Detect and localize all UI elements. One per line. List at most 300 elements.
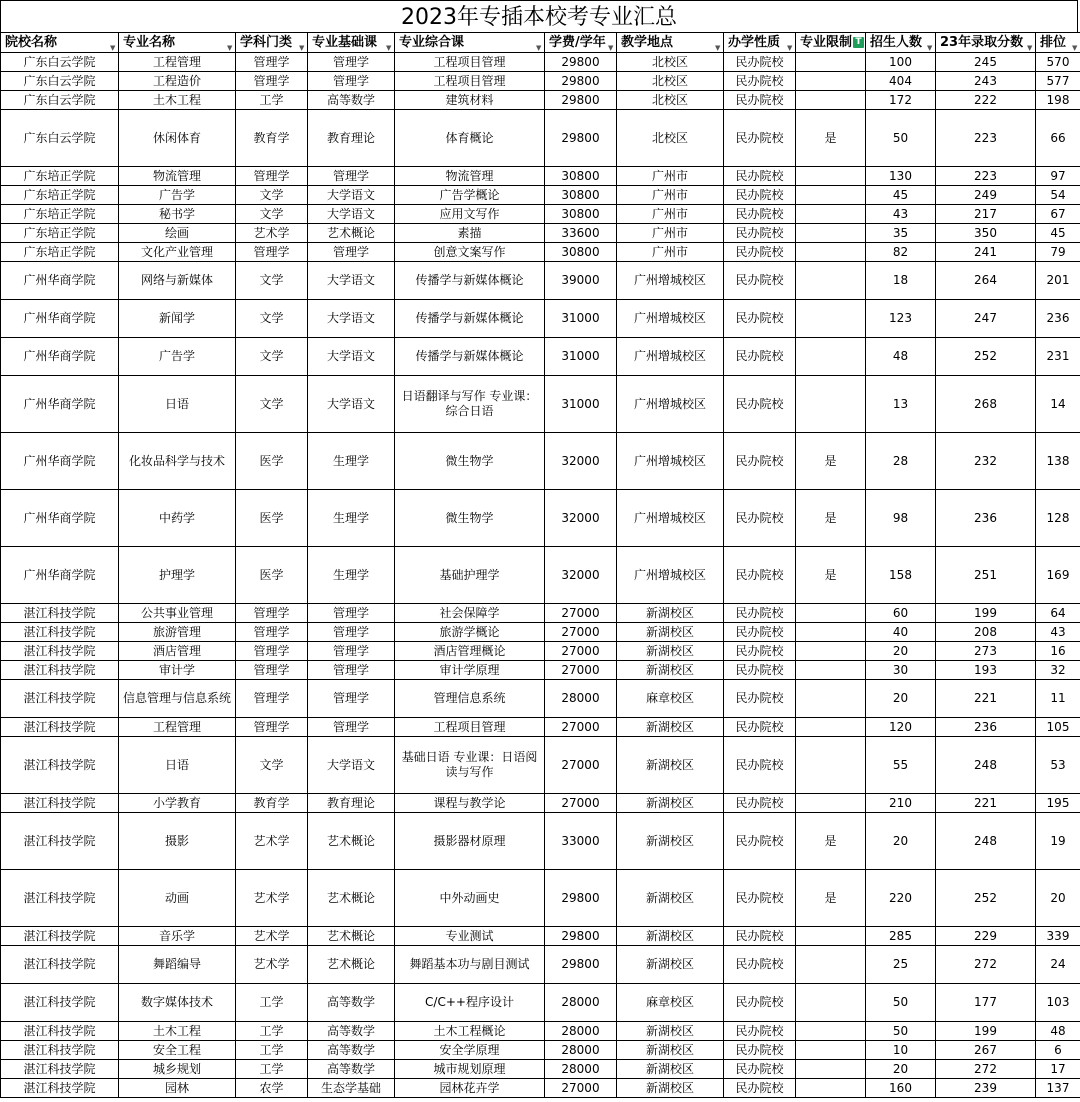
school-cell[interactable]: 湛江科技学院 xyxy=(1,642,119,661)
rank-cell[interactable]: 14 xyxy=(1036,376,1080,433)
filter-dropdown-icon[interactable]: ▼ xyxy=(608,44,614,52)
score-cell[interactable]: 199 xyxy=(936,1022,1036,1041)
column-header[interactable] xyxy=(1036,33,1080,53)
category-cell[interactable]: 工学 xyxy=(236,91,308,110)
rank-cell[interactable]: 236 xyxy=(1036,300,1080,338)
enrollment-cell[interactable]: 10 xyxy=(866,1041,936,1060)
rank-cell[interactable]: 198 xyxy=(1036,91,1080,110)
category-cell[interactable]: 管理学 xyxy=(236,53,308,72)
rank-cell[interactable]: 67 xyxy=(1036,205,1080,224)
school-type-cell[interactable]: 民办院校 xyxy=(724,262,796,300)
filter-dropdown-icon[interactable]: ▼ xyxy=(787,44,793,52)
school-cell[interactable]: 广东白云学院 xyxy=(1,53,119,72)
comprehensive-course-cell[interactable]: 传播学与新媒体概论 xyxy=(395,338,545,376)
tuition-cell[interactable]: 31000 xyxy=(545,300,617,338)
rank-cell[interactable]: 66 xyxy=(1036,110,1080,167)
filter-dropdown-icon[interactable]: ▼ xyxy=(715,44,721,52)
basic-course-cell[interactable]: 大学语文 xyxy=(308,376,395,433)
major-cell[interactable]: 网络与新媒体 xyxy=(119,262,236,300)
school-type-cell[interactable]: 民办院校 xyxy=(724,167,796,186)
column-header[interactable] xyxy=(395,33,545,53)
score-cell[interactable]: 239 xyxy=(936,1079,1036,1098)
major-cell[interactable]: 中药学 xyxy=(119,490,236,547)
location-cell[interactable]: 新湖校区 xyxy=(617,642,724,661)
tuition-cell[interactable]: 29800 xyxy=(545,946,617,984)
school-type-cell[interactable]: 民办院校 xyxy=(724,243,796,262)
location-cell[interactable]: 新湖校区 xyxy=(617,623,724,642)
score-cell[interactable]: 199 xyxy=(936,604,1036,623)
comprehensive-course-cell[interactable]: 传播学与新媒体概论 xyxy=(395,262,545,300)
restriction-cell[interactable] xyxy=(796,205,866,224)
location-cell[interactable]: 新湖校区 xyxy=(617,813,724,870)
location-cell[interactable]: 新湖校区 xyxy=(617,794,724,813)
restriction-cell[interactable] xyxy=(796,1022,866,1041)
category-cell[interactable]: 文学 xyxy=(236,376,308,433)
school-type-cell[interactable]: 民办院校 xyxy=(724,642,796,661)
basic-course-cell[interactable]: 高等数学 xyxy=(308,984,395,1022)
comprehensive-course-cell[interactable]: 酒店管理概论 xyxy=(395,642,545,661)
score-cell[interactable]: 245 xyxy=(936,53,1036,72)
major-cell[interactable]: 休闲体育 xyxy=(119,110,236,167)
score-cell[interactable]: 223 xyxy=(936,167,1036,186)
school-cell[interactable]: 湛江科技学院 xyxy=(1,680,119,718)
school-cell[interactable]: 湛江科技学院 xyxy=(1,927,119,946)
category-cell[interactable]: 管理学 xyxy=(236,604,308,623)
tuition-cell[interactable]: 31000 xyxy=(545,376,617,433)
location-cell[interactable]: 广州增城校区 xyxy=(617,490,724,547)
tuition-cell[interactable]: 27000 xyxy=(545,737,617,794)
enrollment-cell[interactable]: 30 xyxy=(866,661,936,680)
basic-course-cell[interactable]: 高等数学 xyxy=(308,91,395,110)
school-type-cell[interactable]: 民办院校 xyxy=(724,490,796,547)
school-cell[interactable]: 广东培正学院 xyxy=(1,186,119,205)
basic-course-cell[interactable]: 高等数学 xyxy=(308,1022,395,1041)
school-cell[interactable]: 广州华商学院 xyxy=(1,338,119,376)
comprehensive-course-cell[interactable]: 工程项目管理 xyxy=(395,53,545,72)
major-cell[interactable]: 土木工程 xyxy=(119,91,236,110)
basic-course-cell[interactable]: 管理学 xyxy=(308,642,395,661)
major-cell[interactable]: 广告学 xyxy=(119,186,236,205)
enrollment-cell[interactable]: 50 xyxy=(866,1022,936,1041)
major-cell[interactable]: 音乐学 xyxy=(119,927,236,946)
school-cell[interactable]: 广州华商学院 xyxy=(1,547,119,604)
rank-cell[interactable]: 20 xyxy=(1036,870,1080,927)
location-cell[interactable]: 广州增城校区 xyxy=(617,547,724,604)
rank-cell[interactable]: 201 xyxy=(1036,262,1080,300)
school-type-cell[interactable]: 民办院校 xyxy=(724,433,796,490)
tuition-cell[interactable]: 32000 xyxy=(545,433,617,490)
major-cell[interactable]: 工程管理 xyxy=(119,53,236,72)
school-type-cell[interactable]: 民办院校 xyxy=(724,1041,796,1060)
basic-course-cell[interactable]: 管理学 xyxy=(308,718,395,737)
comprehensive-course-cell[interactable]: 微生物学 xyxy=(395,490,545,547)
school-cell[interactable]: 湛江科技学院 xyxy=(1,813,119,870)
restriction-cell[interactable] xyxy=(796,300,866,338)
column-header[interactable] xyxy=(308,33,395,53)
tuition-cell[interactable]: 29800 xyxy=(545,110,617,167)
enrollment-cell[interactable]: 172 xyxy=(866,91,936,110)
category-cell[interactable]: 管理学 xyxy=(236,167,308,186)
location-cell[interactable]: 新湖校区 xyxy=(617,718,724,737)
school-type-cell[interactable]: 民办院校 xyxy=(724,604,796,623)
enrollment-cell[interactable]: 45 xyxy=(866,186,936,205)
rank-cell[interactable]: 64 xyxy=(1036,604,1080,623)
score-cell[interactable]: 241 xyxy=(936,243,1036,262)
major-cell[interactable]: 土木工程 xyxy=(119,1022,236,1041)
comprehensive-course-cell[interactable]: 建筑材料 xyxy=(395,91,545,110)
school-type-cell[interactable]: 民办院校 xyxy=(724,870,796,927)
restriction-cell[interactable] xyxy=(796,1079,866,1098)
school-type-cell[interactable]: 民办院校 xyxy=(724,53,796,72)
basic-course-cell[interactable]: 高等数学 xyxy=(308,1060,395,1079)
school-cell[interactable]: 湛江科技学院 xyxy=(1,1041,119,1060)
rank-cell[interactable]: 195 xyxy=(1036,794,1080,813)
basic-course-cell[interactable]: 管理学 xyxy=(308,72,395,91)
restriction-cell[interactable] xyxy=(796,794,866,813)
tuition-cell[interactable]: 29800 xyxy=(545,53,617,72)
location-cell[interactable]: 新湖校区 xyxy=(617,1022,724,1041)
score-cell[interactable]: 232 xyxy=(936,433,1036,490)
tuition-cell[interactable]: 28000 xyxy=(545,1041,617,1060)
tuition-cell[interactable]: 30800 xyxy=(545,167,617,186)
score-cell[interactable]: 217 xyxy=(936,205,1036,224)
major-cell[interactable]: 舞蹈编导 xyxy=(119,946,236,984)
category-cell[interactable]: 文学 xyxy=(236,737,308,794)
basic-course-cell[interactable]: 高等数学 xyxy=(308,1041,395,1060)
column-header[interactable] xyxy=(236,33,308,53)
school-type-cell[interactable]: 民办院校 xyxy=(724,680,796,718)
tuition-cell[interactable]: 30800 xyxy=(545,243,617,262)
rank-cell[interactable]: 570 xyxy=(1036,53,1080,72)
major-cell[interactable]: 安全工程 xyxy=(119,1041,236,1060)
tuition-cell[interactable]: 32000 xyxy=(545,490,617,547)
tuition-cell[interactable]: 31000 xyxy=(545,338,617,376)
school-cell[interactable]: 湛江科技学院 xyxy=(1,870,119,927)
restriction-cell[interactable] xyxy=(796,623,866,642)
enrollment-cell[interactable]: 50 xyxy=(866,110,936,167)
tuition-cell[interactable]: 28000 xyxy=(545,984,617,1022)
restriction-cell[interactable]: 是 xyxy=(796,813,866,870)
basic-course-cell[interactable]: 艺术概论 xyxy=(308,927,395,946)
basic-course-cell[interactable]: 管理学 xyxy=(308,680,395,718)
restriction-cell[interactable] xyxy=(796,186,866,205)
rank-cell[interactable]: 24 xyxy=(1036,946,1080,984)
enrollment-cell[interactable]: 50 xyxy=(866,984,936,1022)
rank-cell[interactable]: 79 xyxy=(1036,243,1080,262)
basic-course-cell[interactable]: 大学语文 xyxy=(308,300,395,338)
basic-course-cell[interactable]: 生理学 xyxy=(308,547,395,604)
enrollment-cell[interactable]: 25 xyxy=(866,946,936,984)
comprehensive-course-cell[interactable]: 专业测试 xyxy=(395,927,545,946)
basic-course-cell[interactable]: 管理学 xyxy=(308,661,395,680)
comprehensive-course-cell[interactable]: 微生物学 xyxy=(395,433,545,490)
school-type-cell[interactable]: 民办院校 xyxy=(724,91,796,110)
restriction-cell[interactable] xyxy=(796,1060,866,1079)
comprehensive-course-cell[interactable]: 中外动画史 xyxy=(395,870,545,927)
category-cell[interactable]: 艺术学 xyxy=(236,946,308,984)
enrollment-cell[interactable]: 55 xyxy=(866,737,936,794)
basic-course-cell[interactable]: 管理学 xyxy=(308,604,395,623)
tuition-cell[interactable]: 27000 xyxy=(545,794,617,813)
location-cell[interactable]: 新湖校区 xyxy=(617,737,724,794)
score-cell[interactable]: 222 xyxy=(936,91,1036,110)
column-header[interactable] xyxy=(1,33,119,53)
major-cell[interactable]: 物流管理 xyxy=(119,167,236,186)
comprehensive-course-cell[interactable]: 素描 xyxy=(395,224,545,243)
enrollment-cell[interactable]: 20 xyxy=(866,642,936,661)
school-cell[interactable]: 湛江科技学院 xyxy=(1,623,119,642)
column-header[interactable] xyxy=(119,33,236,53)
comprehensive-course-cell[interactable]: 管理信息系统 xyxy=(395,680,545,718)
rank-cell[interactable]: 11 xyxy=(1036,680,1080,718)
school-cell[interactable]: 湛江科技学院 xyxy=(1,737,119,794)
score-cell[interactable]: 248 xyxy=(936,737,1036,794)
enrollment-cell[interactable]: 120 xyxy=(866,718,936,737)
restriction-cell[interactable] xyxy=(796,167,866,186)
column-header[interactable] xyxy=(866,33,936,53)
school-cell[interactable]: 广东培正学院 xyxy=(1,224,119,243)
category-cell[interactable]: 工学 xyxy=(236,1041,308,1060)
basic-course-cell[interactable]: 管理学 xyxy=(308,167,395,186)
major-cell[interactable]: 秘书学 xyxy=(119,205,236,224)
rank-cell[interactable]: 32 xyxy=(1036,661,1080,680)
category-cell[interactable]: 工学 xyxy=(236,984,308,1022)
basic-course-cell[interactable]: 生理学 xyxy=(308,433,395,490)
enrollment-cell[interactable]: 18 xyxy=(866,262,936,300)
enrollment-cell[interactable]: 158 xyxy=(866,547,936,604)
category-cell[interactable]: 艺术学 xyxy=(236,927,308,946)
category-cell[interactable]: 工学 xyxy=(236,1022,308,1041)
school-cell[interactable]: 广东培正学院 xyxy=(1,167,119,186)
school-cell[interactable]: 湛江科技学院 xyxy=(1,984,119,1022)
restriction-cell[interactable] xyxy=(796,737,866,794)
rank-cell[interactable]: 17 xyxy=(1036,1060,1080,1079)
rank-cell[interactable]: 45 xyxy=(1036,224,1080,243)
score-cell[interactable]: 221 xyxy=(936,794,1036,813)
school-cell[interactable]: 广州华商学院 xyxy=(1,433,119,490)
major-cell[interactable]: 摄影 xyxy=(119,813,236,870)
school-cell[interactable]: 广东白云学院 xyxy=(1,72,119,91)
comprehensive-course-cell[interactable]: 课程与教学论 xyxy=(395,794,545,813)
tuition-cell[interactable]: 39000 xyxy=(545,262,617,300)
location-cell[interactable]: 广州市 xyxy=(617,243,724,262)
score-cell[interactable]: 229 xyxy=(936,927,1036,946)
major-cell[interactable]: 日语 xyxy=(119,737,236,794)
tuition-cell[interactable]: 27000 xyxy=(545,642,617,661)
rank-cell[interactable]: 54 xyxy=(1036,186,1080,205)
comprehensive-course-cell[interactable]: 物流管理 xyxy=(395,167,545,186)
restriction-cell[interactable]: 是 xyxy=(796,490,866,547)
restriction-cell[interactable] xyxy=(796,224,866,243)
major-cell[interactable]: 文化产业管理 xyxy=(119,243,236,262)
comprehensive-course-cell[interactable]: C/C++程序设计 xyxy=(395,984,545,1022)
filter-dropdown-icon[interactable]: ▼ xyxy=(227,44,233,52)
school-cell[interactable]: 广州华商学院 xyxy=(1,376,119,433)
comprehensive-course-cell[interactable]: 旅游学概论 xyxy=(395,623,545,642)
basic-course-cell[interactable]: 大学语文 xyxy=(308,186,395,205)
restriction-cell[interactable] xyxy=(796,718,866,737)
score-cell[interactable]: 252 xyxy=(936,338,1036,376)
enrollment-cell[interactable]: 35 xyxy=(866,224,936,243)
school-cell[interactable]: 广州华商学院 xyxy=(1,262,119,300)
location-cell[interactable]: 广州增城校区 xyxy=(617,262,724,300)
tuition-cell[interactable]: 27000 xyxy=(545,718,617,737)
enrollment-cell[interactable]: 404 xyxy=(866,72,936,91)
school-type-cell[interactable]: 民办院校 xyxy=(724,376,796,433)
score-cell[interactable]: 223 xyxy=(936,110,1036,167)
school-type-cell[interactable]: 民办院校 xyxy=(724,300,796,338)
tuition-cell[interactable]: 28000 xyxy=(545,680,617,718)
school-type-cell[interactable]: 民办院校 xyxy=(724,737,796,794)
category-cell[interactable]: 文学 xyxy=(236,300,308,338)
comprehensive-course-cell[interactable]: 工程项目管理 xyxy=(395,72,545,91)
basic-course-cell[interactable]: 艺术概论 xyxy=(308,870,395,927)
score-cell[interactable]: 248 xyxy=(936,813,1036,870)
rank-cell[interactable]: 103 xyxy=(1036,984,1080,1022)
filter-dropdown-icon[interactable]: ▼ xyxy=(386,44,392,52)
category-cell[interactable]: 教育学 xyxy=(236,794,308,813)
basic-course-cell[interactable]: 管理学 xyxy=(308,623,395,642)
major-cell[interactable]: 日语 xyxy=(119,376,236,433)
location-cell[interactable]: 新湖校区 xyxy=(617,946,724,984)
rank-cell[interactable]: 6 xyxy=(1036,1041,1080,1060)
major-cell[interactable]: 城乡规划 xyxy=(119,1060,236,1079)
comprehensive-course-cell[interactable]: 创意文案写作 xyxy=(395,243,545,262)
location-cell[interactable]: 广州市 xyxy=(617,205,724,224)
basic-course-cell[interactable]: 管理学 xyxy=(308,243,395,262)
restriction-cell[interactable] xyxy=(796,946,866,984)
category-cell[interactable]: 医学 xyxy=(236,547,308,604)
category-cell[interactable]: 管理学 xyxy=(236,72,308,91)
location-cell[interactable]: 北校区 xyxy=(617,72,724,91)
filter-dropdown-icon[interactable]: ▼ xyxy=(299,44,305,52)
enrollment-cell[interactable]: 43 xyxy=(866,205,936,224)
score-cell[interactable]: 272 xyxy=(936,946,1036,984)
category-cell[interactable]: 艺术学 xyxy=(236,870,308,927)
location-cell[interactable]: 广州增城校区 xyxy=(617,338,724,376)
tuition-cell[interactable]: 27000 xyxy=(545,604,617,623)
enrollment-cell[interactable]: 285 xyxy=(866,927,936,946)
filter-dropdown-icon[interactable]: ▼ xyxy=(1027,44,1033,52)
basic-course-cell[interactable]: 艺术概论 xyxy=(308,946,395,984)
major-cell[interactable]: 信息管理与信息系统 xyxy=(119,680,236,718)
comprehensive-course-cell[interactable]: 传播学与新媒体概论 xyxy=(395,300,545,338)
rank-cell[interactable]: 339 xyxy=(1036,927,1080,946)
enrollment-cell[interactable]: 210 xyxy=(866,794,936,813)
school-type-cell[interactable]: 民办院校 xyxy=(724,547,796,604)
rank-cell[interactable]: 19 xyxy=(1036,813,1080,870)
restriction-cell[interactable] xyxy=(796,53,866,72)
location-cell[interactable]: 新湖校区 xyxy=(617,927,724,946)
score-cell[interactable]: 268 xyxy=(936,376,1036,433)
category-cell[interactable]: 管理学 xyxy=(236,243,308,262)
school-type-cell[interactable]: 民办院校 xyxy=(724,1060,796,1079)
location-cell[interactable]: 广州增城校区 xyxy=(617,433,724,490)
enrollment-cell[interactable]: 98 xyxy=(866,490,936,547)
school-cell[interactable]: 广东培正学院 xyxy=(1,205,119,224)
restriction-cell[interactable] xyxy=(796,72,866,91)
tuition-cell[interactable]: 29800 xyxy=(545,91,617,110)
basic-course-cell[interactable]: 生理学 xyxy=(308,490,395,547)
category-cell[interactable]: 农学 xyxy=(236,1079,308,1098)
basic-course-cell[interactable]: 大学语文 xyxy=(308,737,395,794)
school-type-cell[interactable]: 民办院校 xyxy=(724,623,796,642)
school-type-cell[interactable]: 民办院校 xyxy=(724,927,796,946)
category-cell[interactable]: 医学 xyxy=(236,433,308,490)
enrollment-cell[interactable]: 220 xyxy=(866,870,936,927)
score-cell[interactable]: 236 xyxy=(936,490,1036,547)
enrollment-cell[interactable]: 160 xyxy=(866,1079,936,1098)
comprehensive-course-cell[interactable]: 社会保障学 xyxy=(395,604,545,623)
enrollment-cell[interactable]: 40 xyxy=(866,623,936,642)
school-cell[interactable]: 广东白云学院 xyxy=(1,91,119,110)
category-cell[interactable]: 医学 xyxy=(236,490,308,547)
location-cell[interactable]: 广州增城校区 xyxy=(617,376,724,433)
restriction-cell[interactable] xyxy=(796,1041,866,1060)
school-type-cell[interactable]: 民办院校 xyxy=(724,72,796,91)
school-type-cell[interactable]: 民办院校 xyxy=(724,813,796,870)
restriction-cell[interactable] xyxy=(796,984,866,1022)
major-cell[interactable]: 绘画 xyxy=(119,224,236,243)
basic-course-cell[interactable]: 生态学基础 xyxy=(308,1079,395,1098)
location-cell[interactable]: 麻章校区 xyxy=(617,984,724,1022)
tuition-cell[interactable]: 30800 xyxy=(545,205,617,224)
tuition-cell[interactable]: 27000 xyxy=(545,1079,617,1098)
major-cell[interactable]: 旅游管理 xyxy=(119,623,236,642)
basic-course-cell[interactable]: 管理学 xyxy=(308,53,395,72)
score-cell[interactable]: 247 xyxy=(936,300,1036,338)
category-cell[interactable]: 管理学 xyxy=(236,661,308,680)
school-type-cell[interactable]: 民办院校 xyxy=(724,224,796,243)
location-cell[interactable]: 新湖校区 xyxy=(617,1060,724,1079)
tuition-cell[interactable]: 27000 xyxy=(545,661,617,680)
basic-course-cell[interactable]: 大学语文 xyxy=(308,262,395,300)
comprehensive-course-cell[interactable]: 工程项目管理 xyxy=(395,718,545,737)
basic-course-cell[interactable]: 艺术概论 xyxy=(308,224,395,243)
school-type-cell[interactable]: 民办院校 xyxy=(724,205,796,224)
rank-cell[interactable]: 137 xyxy=(1036,1079,1080,1098)
school-type-cell[interactable]: 民办院校 xyxy=(724,338,796,376)
location-cell[interactable]: 广州市 xyxy=(617,224,724,243)
category-cell[interactable]: 教育学 xyxy=(236,110,308,167)
category-cell[interactable]: 文学 xyxy=(236,205,308,224)
school-cell[interactable]: 湛江科技学院 xyxy=(1,661,119,680)
tuition-cell[interactable]: 29800 xyxy=(545,927,617,946)
category-cell[interactable]: 文学 xyxy=(236,262,308,300)
rank-cell[interactable]: 97 xyxy=(1036,167,1080,186)
school-cell[interactable]: 广东培正学院 xyxy=(1,243,119,262)
location-cell[interactable]: 广州市 xyxy=(617,167,724,186)
filter-dropdown-icon[interactable]: ▼ xyxy=(536,44,542,52)
restriction-cell[interactable]: 是 xyxy=(796,433,866,490)
restriction-cell[interactable] xyxy=(796,91,866,110)
school-type-cell[interactable]: 民办院校 xyxy=(724,984,796,1022)
category-cell[interactable]: 艺术学 xyxy=(236,813,308,870)
score-cell[interactable]: 350 xyxy=(936,224,1036,243)
school-type-cell[interactable]: 民办院校 xyxy=(724,946,796,984)
rank-cell[interactable]: 128 xyxy=(1036,490,1080,547)
enrollment-cell[interactable]: 123 xyxy=(866,300,936,338)
category-cell[interactable]: 管理学 xyxy=(236,680,308,718)
restriction-cell[interactable] xyxy=(796,661,866,680)
tuition-cell[interactable]: 33000 xyxy=(545,813,617,870)
school-type-cell[interactable]: 民办院校 xyxy=(724,186,796,205)
rank-cell[interactable]: 16 xyxy=(1036,642,1080,661)
column-header[interactable] xyxy=(724,33,796,53)
tuition-cell[interactable]: 29800 xyxy=(545,870,617,927)
category-cell[interactable]: 文学 xyxy=(236,338,308,376)
tuition-cell[interactable]: 30800 xyxy=(545,186,617,205)
